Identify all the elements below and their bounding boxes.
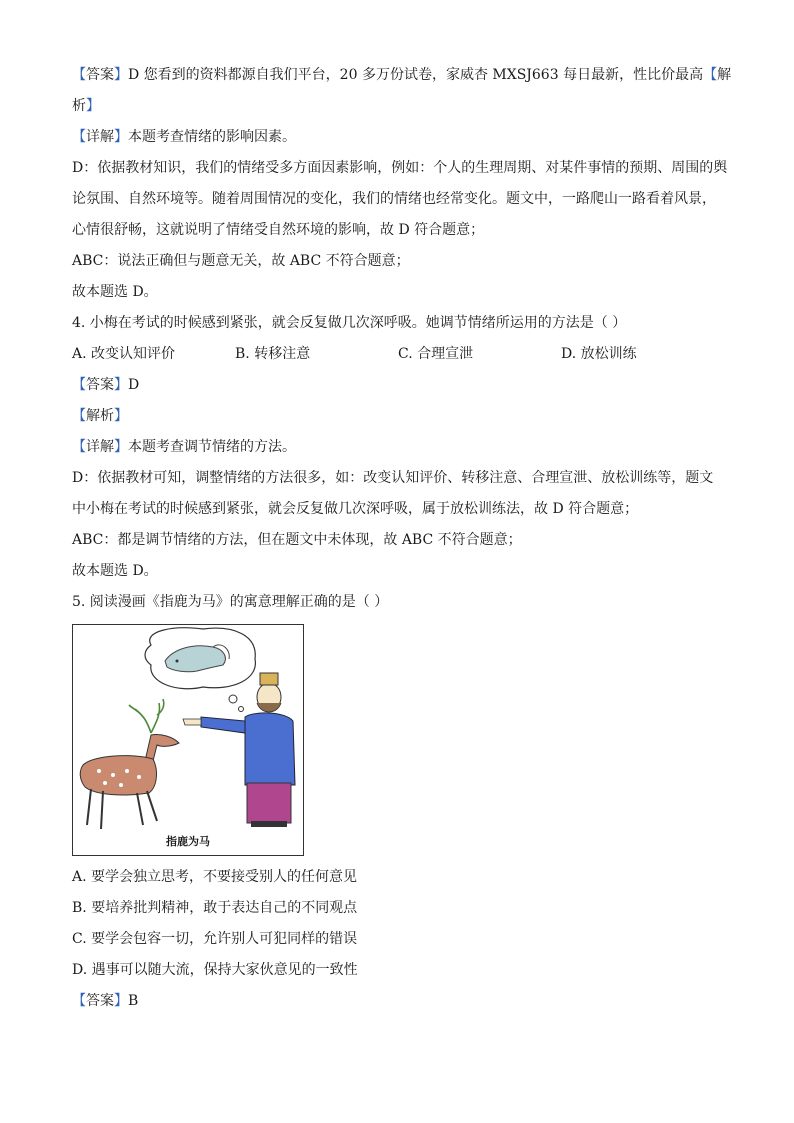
q4-option-a[interactable]: A. 改变认知评价 [72,346,176,362]
bracket-open: 【 [72,377,86,393]
q4-option-c[interactable]: C. 合理宣泄 [398,346,474,362]
q4-detail-line: D：依据教材可知，调整情绪的方法很多，如：改变认知评价、转移注意、合理宣泄、放松训练等，题文 [72,470,714,486]
document-page [72,60,732,1017]
cartoon-figure [72,624,304,856]
answer-text: D [128,377,140,393]
q5-option-b[interactable]: B. 要培养批判精神，敢于表达自己的不同观点 [72,900,358,916]
bracket-close: 】 [86,98,100,114]
q4-options [72,339,724,370]
q3-detail-line: 论氛围、自然环境等。随着周围情况的变化，我们的情绪也经常变化。题文中，一路爬山一路看着风景， [72,191,716,207]
q4-option-b[interactable]: B. 转移注意 [235,346,311,362]
q4-stem: 4. 小梅在考试的时候感到紧张，就会反复做几次深呼吸。她调节情绪所运用的方法是（ ） [72,315,627,331]
detail-text: 本题考查情绪的影响因素。 [128,129,296,145]
bracket-close: 】 [114,439,128,455]
q3-detail-line: D：依据教材知识，我们的情绪受多方面因素影响，例如：个人的生理周期、对某件事情的预期、周围的舆 [72,160,728,176]
answer-tag: 答案 [86,67,114,83]
deer-horse-cartoon-image [73,625,303,855]
bracket-close: 】 [114,67,128,83]
bracket-open: 【 [72,408,86,424]
answer-tag: 答案 [86,993,114,1009]
bracket-open: 【 [72,67,86,83]
q5-option-d[interactable]: D. 遇事可以随大流，保持大家伙意见的一致性 [72,962,358,978]
analysis-tag-part: 析 [72,98,86,114]
q3-conclusion: 故本题选 D。 [72,284,158,300]
q5-stem: 5. 阅读漫画《指鹿为马》的寓意理解正确的是（ ） [72,594,389,610]
q4-abc-line: ABC：都是调节情绪的方法，但在题文中未体现，故 ABC 不符合题意； [72,532,522,548]
q5-answer-line [72,986,724,1017]
bracket-open: 【 [703,67,718,83]
q3-answer-line [72,60,732,91]
q3-analysis-line [72,91,724,122]
q3-detail-line: 心情很舒畅，这就说明了情绪受自然环境的影响，故 D 符合题意； [72,222,485,238]
detail-tag: 详解 [86,129,114,145]
q3-abc-line: ABC：说法正确但与题意无关，故 ABC 不符合题意； [72,253,410,269]
q4-answer-line [72,370,724,401]
bracket-open: 【 [72,993,86,1009]
q4-detail-heading [72,432,724,463]
q4-detail-line: 中小梅在考试的时候感到紧张，就会反复做几次深呼吸，属于放松训练法，故 D 符合题意； [72,501,639,517]
analysis-tag-part: 解 [717,67,732,83]
q3-detail-heading [72,122,724,153]
bracket-close: 】 [114,129,128,145]
cartoon-caption: 指鹿为马 [166,835,210,848]
detail-text: 本题考查调节情绪的方法。 [128,439,296,455]
q4-option-d[interactable]: D. 放松训练 [561,346,637,362]
answer-tag: 答案 [86,377,114,393]
q5-option-c[interactable]: C. 要学会包容一切，允许别人可犯同样的错误 [72,931,358,947]
detail-tag: 详解 [86,439,114,455]
q4-conclusion: 故本题选 D。 [72,563,158,579]
bracket-close: 】 [114,408,128,424]
analysis-tag: 解析 [86,408,114,424]
q4-analysis-line [72,401,724,432]
bracket-open: 【 [72,129,86,145]
bracket-close: 】 [114,377,128,393]
bracket-close: 】 [114,993,128,1009]
q5-option-a[interactable]: A. 要学会独立思考，不要接受别人的任何意见 [72,869,358,885]
answer-text: D 您看到的资料都源自我们平台，20 多万份试卷，家威杏 MXSJ663 每日最新，性比价最高 [128,67,704,83]
bracket-open: 【 [72,439,86,455]
answer-text: B [128,993,139,1009]
